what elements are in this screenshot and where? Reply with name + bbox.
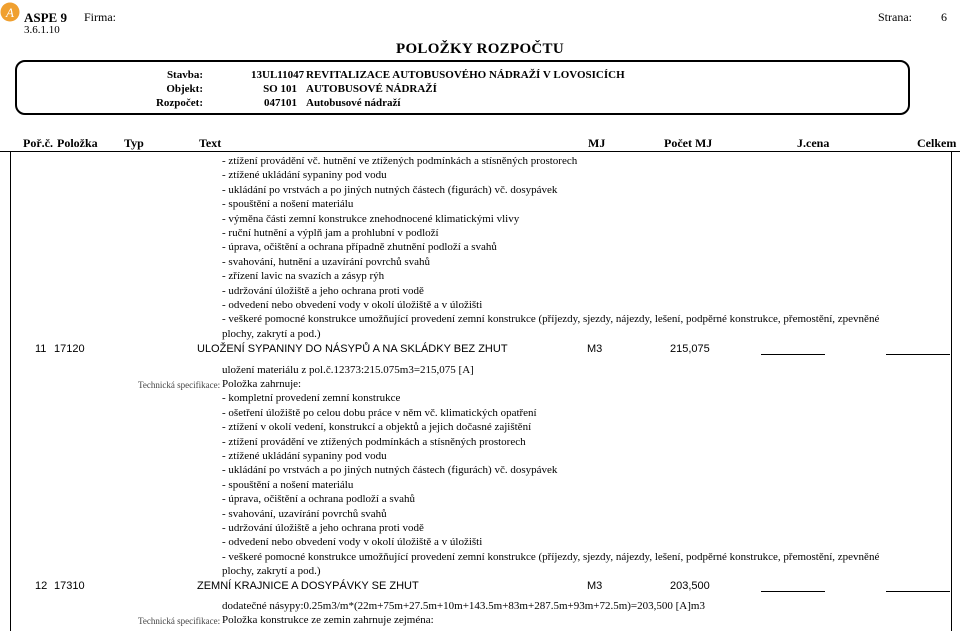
- rozpocet-code: 047101: [264, 97, 297, 109]
- spec-line: - zřízení lavic na svazích a zásyp rýh: [222, 270, 385, 283]
- table-row-item-12: [0, 580, 960, 594]
- spec-line: - úprava, očištění a ochrana případně zhutnění podloží a svahů: [222, 241, 497, 254]
- item-11-spec-line: - kompletní provedení zemní konstrukce: [222, 392, 401, 405]
- item-11-spec-line: - ukládání po vrstvách a po jiných nutných částech (figurách) vč. dosypávek: [222, 464, 558, 477]
- item-11-spec-line: - udržování úložiště a jeho ochrana proti vodě: [222, 522, 424, 534]
- item-12-spec-label: Technická specifikace:: [138, 616, 221, 626]
- item-12-spec-first: Položka konstrukce ze zemin zahrnuje zejména:: [222, 614, 434, 626]
- stavba-code: 13UL11047: [251, 69, 305, 81]
- item-12-code: 17310: [54, 580, 85, 592]
- item-12-jcena-blank: [761, 591, 825, 592]
- spec-line: - veškeré pomocné konstrukce umožňující provedení zemní konstrukce (příjezdy, sjezdy, nájezdy, lešení, podpěrné konstrukce, přemostění, zpevněné: [222, 313, 880, 326]
- col-text: Text: [199, 136, 222, 150]
- item-11-pocet: 215,075: [670, 343, 710, 355]
- item-11-spec-line: plochy, zakrytí a pod.): [222, 565, 321, 578]
- firma-label: Firma:: [84, 10, 116, 24]
- item-11-spec-line: - ztížení provádění ve ztížených podmínkách a stísněných prostorech: [222, 435, 526, 448]
- spec-line: - udržování úložiště a jeho ochrana proti vodě: [222, 284, 424, 297]
- spec-line: plochy, zakrytí a pod.): [222, 327, 321, 340]
- item-11-calc: uložení materiálu z pol.č.12373:215.075m3=215,075 [A]: [222, 364, 474, 376]
- item-11-text: ULOŽENÍ SYPANINY DO NÁSYPŮ A NA SKLÁDKY BEZ ZHUT: [197, 343, 508, 355]
- spec-line: - svahování, hutnění a uzavírání povrchů svahů: [222, 255, 431, 268]
- item-11-spec-line: - odvedení nebo obvedení vody v okolí úložiště a v úložišti: [222, 536, 483, 549]
- objekt-value: AUTOBUSOVÉ NÁDRAŽÍ: [306, 83, 437, 95]
- rozpocet-label: Rozpočet:: [155, 97, 203, 109]
- spec-line: - ztížené ukládání sypaniny pod vodu: [222, 169, 387, 182]
- stavba-value: REVITALIZACE AUTOBUSOVÉHO NÁDRAŽÍ V LOVOSICÍCH: [306, 69, 625, 81]
- col-mj: MJ: [588, 136, 606, 150]
- item-12-text: ZEMNÍ KRAJNICE A DOSYPÁVKY SE ZHUT: [197, 580, 419, 592]
- item-11-code: 17120: [54, 343, 85, 355]
- spec-line: - ukládání po vrstvách a po jiných nutných částech (figurách) vč. dosypávek: [222, 183, 558, 196]
- app-name: ASPE 9: [24, 10, 67, 25]
- spec-line: - výměna části zemní konstrukce znehodnocené klimatickými vlivy: [222, 212, 520, 225]
- item-11-spec-line: - veškeré pomocné konstrukce umožňující provedení zemní konstrukce (příjezdy, sjezdy, nájezdy, lešení, podpěrné konstrukce, přemostění, zpevněné: [222, 550, 880, 563]
- item-11-spec-line: - svahování, uzavírání povrchů svahů: [222, 507, 387, 520]
- col-typ: Typ: [124, 136, 144, 150]
- col-por: Poř.č.: [23, 136, 53, 150]
- item-12-pocet: 203,500: [670, 580, 710, 592]
- col-polozka: Položka: [57, 136, 98, 150]
- page-number: 6: [941, 10, 947, 24]
- spec-line: - odvedení nebo obvedení vody v okolí úložiště a v úložišti: [222, 299, 483, 311]
- aspe-logo-icon: [0, 2, 20, 22]
- item-11-spec-line: Položka zahrnuje:: [222, 378, 302, 390]
- item-11-jcena-blank: [761, 354, 825, 355]
- item-11-por: 11: [35, 343, 47, 355]
- objekt-label: Objekt:: [166, 83, 203, 95]
- objekt-code: SO 101: [263, 83, 297, 95]
- item-11-spec-line: - ztížené ukládání sypaniny pod vodu: [222, 450, 387, 462]
- column-header: [0, 133, 960, 152]
- spec-line: - spouštění a nošení materiálu: [222, 198, 354, 211]
- rozpocet-value: Autobusové nádraží: [306, 97, 401, 109]
- col-jcena: J.cena: [797, 136, 830, 150]
- item-12-mj: M3: [587, 580, 603, 592]
- app-version: 3.6.1.10: [24, 24, 60, 36]
- spec-line: - ztížení provádění vč. hutnění ve ztížených podmínkách a stísněných prostorech: [222, 155, 578, 167]
- project-info-box: [15, 60, 910, 115]
- item-11-spec-line: - ošetření úložiště po celou dobu práce v něm vč. klimatických opatření: [222, 406, 537, 419]
- table-row-item-11: [0, 343, 960, 357]
- item-12-calc: dodatečné násypy:0.25m3/m*(22m+75m+27.5m+10m+143.5m+83m+287.5m+93m+72.5m)=203,500 [A]m3: [222, 600, 705, 612]
- page-label: Strana:: [878, 10, 912, 24]
- item-12-por: 12: [35, 580, 48, 592]
- page-title: POLOŽKY ROZPOČTU: [395, 41, 564, 57]
- spec-line: - ruční hutnění a výplň jam a prohlubní v podloží: [222, 227, 439, 239]
- stavba-label: Stavba:: [166, 69, 203, 81]
- item-11-spec-line: - spouštění a nošení materiálu: [222, 478, 354, 491]
- item-11-spec-label: Technická specifikace:: [138, 380, 221, 390]
- item-11-celkem-blank: [886, 354, 950, 355]
- item-12-celkem-blank: [886, 591, 950, 592]
- item-11-spec-line: - úprava, očištění a ochrana podloží a svahů: [222, 493, 416, 506]
- col-celkem: Celkem: [917, 136, 957, 150]
- item-11-mj: M3: [587, 343, 603, 355]
- svg-text:A: A: [6, 5, 14, 20]
- col-pocet: Počet MJ: [664, 136, 713, 150]
- item-11-spec-line: - ztížení v okolí vedení, konstrukcí a objektů a jejich dočasné zajištění: [222, 421, 532, 434]
